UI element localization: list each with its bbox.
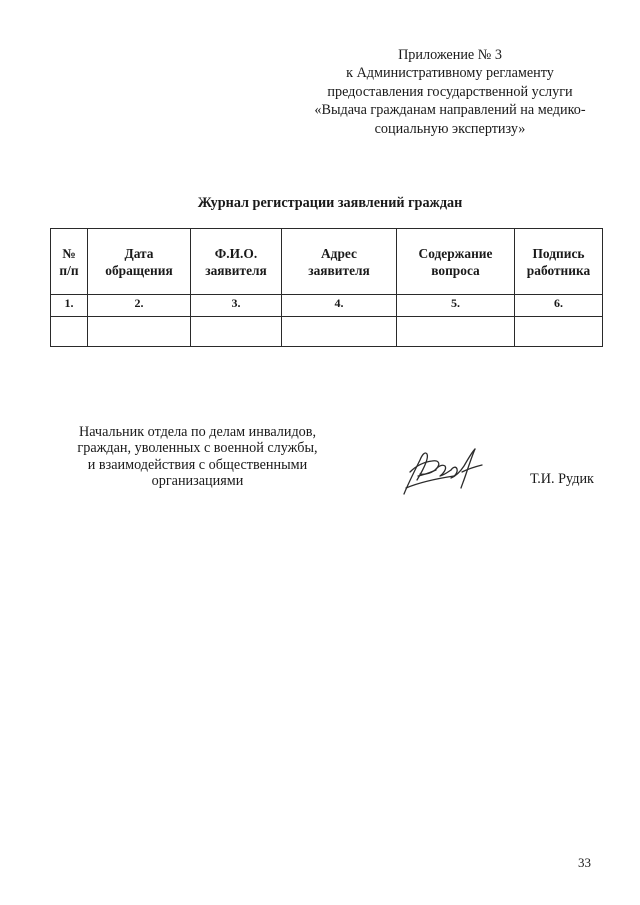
appendix-line: социальную экспертизу»	[374, 120, 526, 137]
empty-cell	[191, 317, 282, 347]
appendix-header	[295, 46, 605, 138]
column-number-cell: 5.	[397, 295, 515, 317]
header-cell-number: № п/п	[51, 229, 88, 295]
column-number-row	[51, 295, 603, 317]
header-cell-content: Содержание вопроса	[397, 229, 515, 295]
table-header-row	[51, 229, 603, 295]
header-cell-address: Адрес заявителя	[282, 229, 397, 295]
position-line: и взаимодействия с общественными	[87, 456, 308, 473]
handwritten-signature	[398, 442, 488, 498]
position-line: организациями	[151, 473, 244, 490]
appendix-line: Приложение № 3	[398, 47, 502, 63]
table-row	[51, 317, 603, 347]
header-cell-signature: Подпись работника	[515, 229, 603, 295]
appendix-line: к Административному регламенту	[346, 65, 554, 82]
empty-cell	[88, 317, 191, 347]
empty-cell	[282, 317, 397, 347]
journal-table	[50, 228, 603, 347]
empty-cell	[515, 317, 603, 347]
signer-name: Т.И. Рудик	[530, 471, 594, 487]
appendix-line: предоставления государственной услуги	[327, 83, 573, 100]
header-cell-name: Ф.И.О. заявителя	[191, 229, 282, 295]
page-number: 33	[578, 855, 591, 870]
position-line: Начальник отдела по делам инвалидов,	[78, 424, 317, 440]
empty-cell	[397, 317, 515, 347]
column-number-cell: 4.	[282, 295, 397, 317]
header-cell-date: Дата обращения	[88, 229, 191, 295]
column-number-cell: 1.	[51, 295, 88, 317]
position-line: граждан, уволенных с военной службы,	[77, 440, 318, 457]
appendix-line: «Выдача гражданам направлений на медико-	[314, 102, 586, 119]
column-number-cell: 6.	[515, 295, 603, 317]
column-number-cell: 2.	[88, 295, 191, 317]
column-number-cell: 3.	[191, 295, 282, 317]
empty-cell	[51, 317, 88, 347]
signatory-position	[60, 424, 335, 490]
journal-title: Журнал регистрации заявлений граждан	[197, 195, 463, 211]
